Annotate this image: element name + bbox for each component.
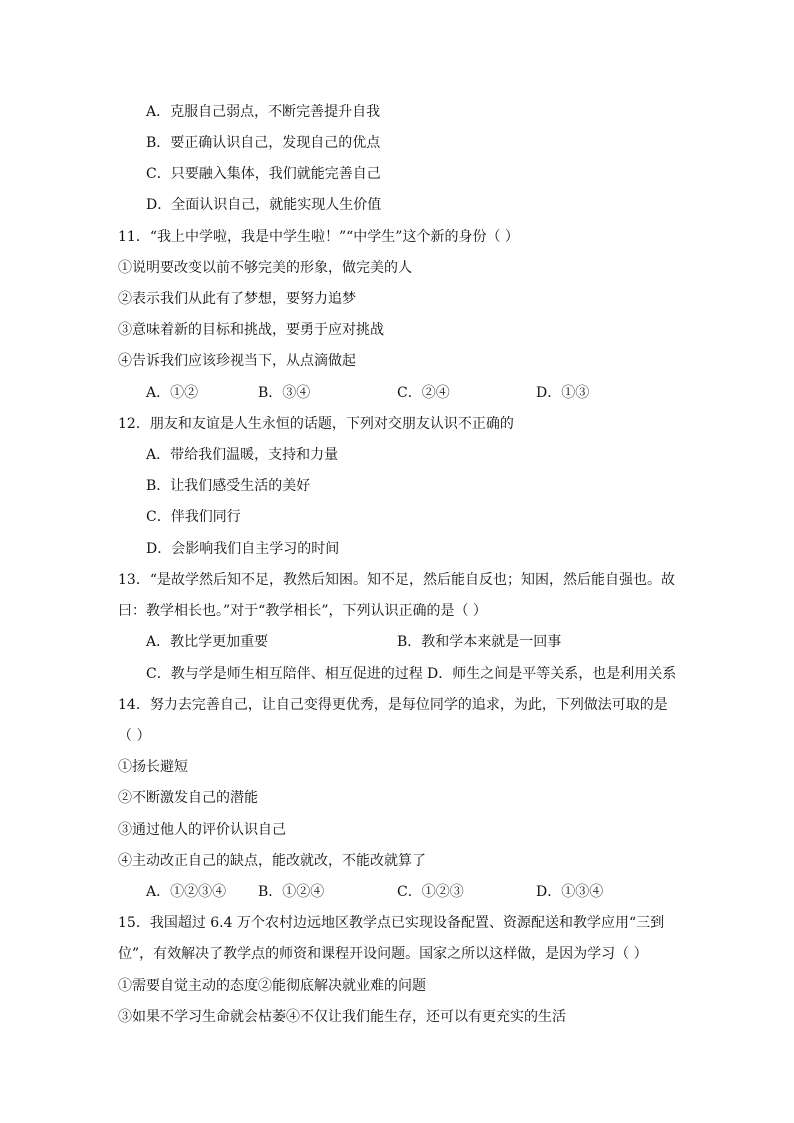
q15-items-line-2: ③如果不学习生命就会枯萎④不仅让我们能生存，还可以有更充实的生活 [118,1009,566,1025]
q11-stem: 11．“我上中学啦，我是中学生啦！”“中学生”这个新的身份（ ） [118,229,519,245]
q12-option-c: C．伴我们同行 [146,509,241,525]
q14-stem-line-1: 14．努力去完善自己，让自己变得更优秀，是每位同学的追求，为此，下列做法可取的是 [118,697,668,713]
q12-stem: 12．朋友和友谊是人生永恒的话题，下列对交朋友认识不正确的 [118,416,514,432]
q11-item-4: ④告诉我们应该珍视当下，从点滴做起 [118,353,356,369]
q13-option-b: B．教和学本来就是一回事 [397,634,562,650]
q14-item-4: ④主动改正自己的缺点，能改就改，不能改就算了 [118,853,426,869]
q11-item-3: ③意味着新的目标和挑战，要勇于应对挑战 [118,322,384,338]
q11-option-a: A．①② [146,385,199,401]
q11-option-c: C．②④ [397,385,450,401]
q14-option-c: C．①②③ [397,884,464,900]
q13-option-a: A．教比学更加重要 [146,634,269,650]
q13-stem-line-1: 13．“是故学然后知不足，教然后知困。知不足，然后能自反也；知困，然后能自强也。故 [118,572,675,588]
q11-option-b: B．③④ [258,385,311,401]
q15-stem-line-2: 位”，有效解决了教学点的师资和课程开设问题。国家之所以这样做，是因为学习（ ） [118,946,648,962]
q15-items-line-1: ①需要自觉主动的态度②能彻底解决就业难的问题 [118,978,426,994]
q15-stem-line-1: 15．我国超过 6.4 万个农村边远地区教学点已实现设备配置、资源配送和教学应用“三到 [118,915,665,931]
q12-option-d: D．会影响我们自主学习的时间 [146,541,340,557]
q10-option-a: A．克服自己弱点，不断完善提升自我 [146,104,381,120]
q13-option-c: C．教与学是师生相互陪伴、相互促进的过程 [146,666,423,682]
q14-item-1: ①扬长避短 [118,759,188,775]
q12-option-b: B．让我们感受生活的美好 [146,478,311,494]
q10-option-c: C．只要融入集体，我们就能完善自己 [146,166,381,182]
q14-option-b: B．①②④ [258,884,325,900]
q14-item-2: ②不断激发自己的潜能 [118,790,258,806]
q14-item-3: ③通过他人的评价认识自己 [118,822,286,838]
q14-stem-line-2: （ ） [118,728,151,744]
q10-option-b: B．要正确认识自己，发现自己的优点 [146,135,381,151]
q13-stem-line-2: 曰：教学相长也。”对于“教学相长”，下列认识正确的是（ ） [118,603,487,619]
q13-option-d: D．师生之间是平等关系，也是利用关系 [427,666,677,682]
q12-option-a: A．带给我们温暖，支持和力量 [146,447,339,463]
q14-option-a: A．①②③④ [146,884,227,900]
q11-item-1: ①说明要改变以前不够完美的形象，做完美的人 [118,260,412,276]
q11-option-d: D．①③ [536,385,590,401]
q11-item-2: ②表示我们从此有了梦想，要努力追梦 [118,291,356,307]
q10-option-d: D．全面认识自己，就能实现人生价值 [146,197,382,213]
q14-option-d: D．①③④ [536,884,604,900]
